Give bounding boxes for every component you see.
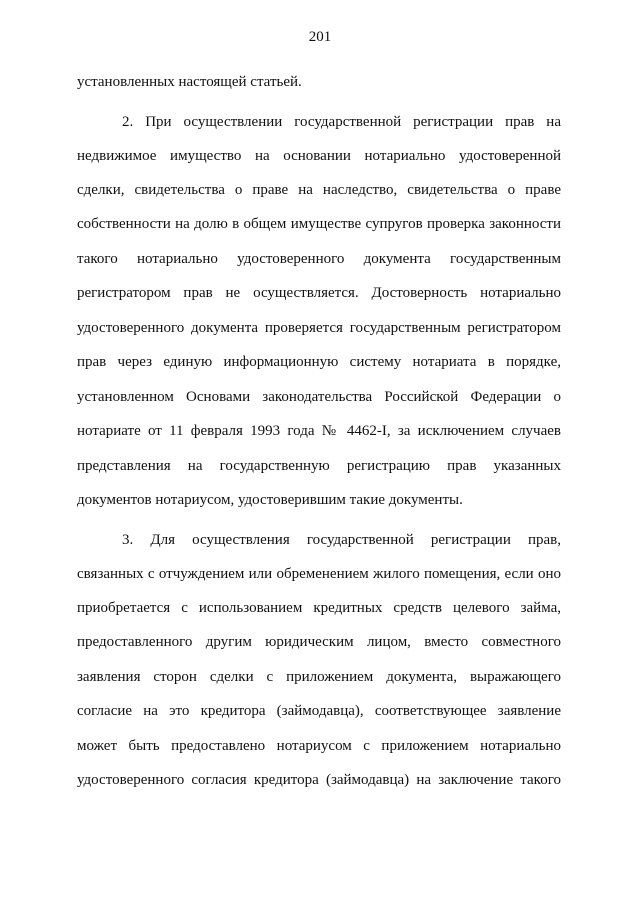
- page-number: 201: [308, 29, 332, 45]
- text-line: представления на государственную регистрацию прав указанных: [77, 458, 561, 474]
- text-line: недвижимое имущество на основании нотариально удостоверенной: [77, 148, 561, 164]
- text-line: собственности на долю в общем имуществе супругов проверка законности: [77, 216, 561, 232]
- text-line: нотариате от 11 февраля 1993 года № 4462-I, за исключением случаев: [77, 423, 561, 439]
- text-line: такого нотариально удостоверенного документа государственным: [77, 251, 561, 267]
- text-line: удостоверенного документа проверяется государственным регистратором: [77, 320, 561, 336]
- text-line: установленном Основами законодательства Российской Федерации о: [77, 389, 561, 405]
- paragraph-2-first-line: 2. При осуществлении государственной регистрации прав на: [122, 114, 561, 130]
- paragraph-2-last-line: документов нотариусом, удостоверившим такие документы.: [77, 492, 463, 508]
- text-line: приобретается с использованием кредитных средств целевого займа,: [77, 600, 561, 616]
- text-line: сделки, свидетельства о праве на наследство, свидетельства о праве: [77, 182, 561, 198]
- text-line: заявления сторон сделки с приложением документа, выражающего: [77, 669, 561, 685]
- text-line: регистратором прав не осуществляется. Достоверность нотариально: [77, 285, 561, 301]
- text-line: установленных настоящей статьей.: [77, 74, 302, 90]
- text-line: согласие на это кредитора (займодавца), соответствующее заявление: [77, 703, 561, 719]
- text-line: прав через единую информационную систему нотариата в порядке,: [77, 354, 561, 370]
- text-line: удостоверенного согласия кредитора (займодавца) на заключение такого: [77, 772, 561, 788]
- paragraph-3-first-line: 3. Для осуществления государственной регистрации прав,: [122, 532, 561, 548]
- text-line: может быть предоставлено нотариусом с приложением нотариально: [77, 738, 561, 754]
- text-line: связанных с отчуждением или обременением жилого помещения, если оно: [77, 566, 561, 582]
- text-line: предоставленного другим юридическим лицом, вместо совместного: [77, 634, 561, 650]
